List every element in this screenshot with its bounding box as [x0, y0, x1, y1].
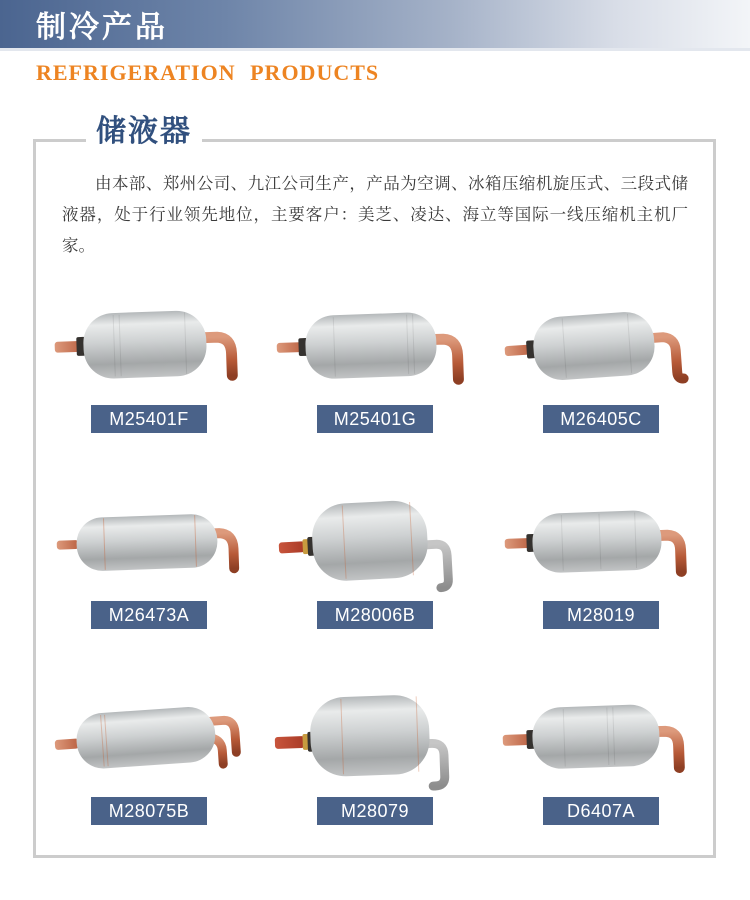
product-grid [36, 290, 713, 878]
product-photo [36, 290, 262, 405]
product-model-badge: D6407A [543, 797, 659, 825]
product-photo [262, 486, 488, 601]
product-card [262, 486, 488, 682]
product-photo [488, 682, 714, 797]
product-card [488, 290, 714, 486]
product-photo [488, 486, 714, 601]
product-model-badge: M25401G [317, 405, 433, 433]
product-card [36, 486, 262, 682]
section-description: 由本部、郑州公司、九江公司生产，产品为空调、冰箱压缩机旋压式、三段式储液器，处于行业领先地位，主要客户：美芝、凌达、海立等国际一线压缩机主机厂家。 [62, 175, 688, 255]
product-card [488, 682, 714, 878]
page-title-cn: 制冷产品 [36, 11, 168, 44]
product-model-badge: M28006B [317, 601, 433, 629]
product-model-badge: M26473A [91, 601, 207, 629]
catalog-frame [33, 115, 716, 858]
section-title: 储液器 [86, 115, 202, 149]
product-card [262, 682, 488, 878]
product-card [36, 682, 262, 878]
product-photo [36, 486, 262, 601]
product-card [36, 290, 262, 486]
product-card [262, 290, 488, 486]
product-model-badge: M28079 [317, 797, 433, 825]
product-photo [262, 682, 488, 797]
page-title-en: REFRIGERATION PRODUCTS [36, 60, 380, 85]
product-photo [262, 290, 488, 405]
product-photo [36, 682, 262, 797]
product-card [488, 486, 714, 682]
product-photo [488, 290, 714, 405]
product-model-badge: M25401F [91, 405, 207, 433]
page-header-bar [0, 0, 750, 51]
product-model-badge: M28019 [543, 601, 659, 629]
product-model-badge: M26405C [543, 405, 659, 433]
product-model-badge: M28075B [91, 797, 207, 825]
